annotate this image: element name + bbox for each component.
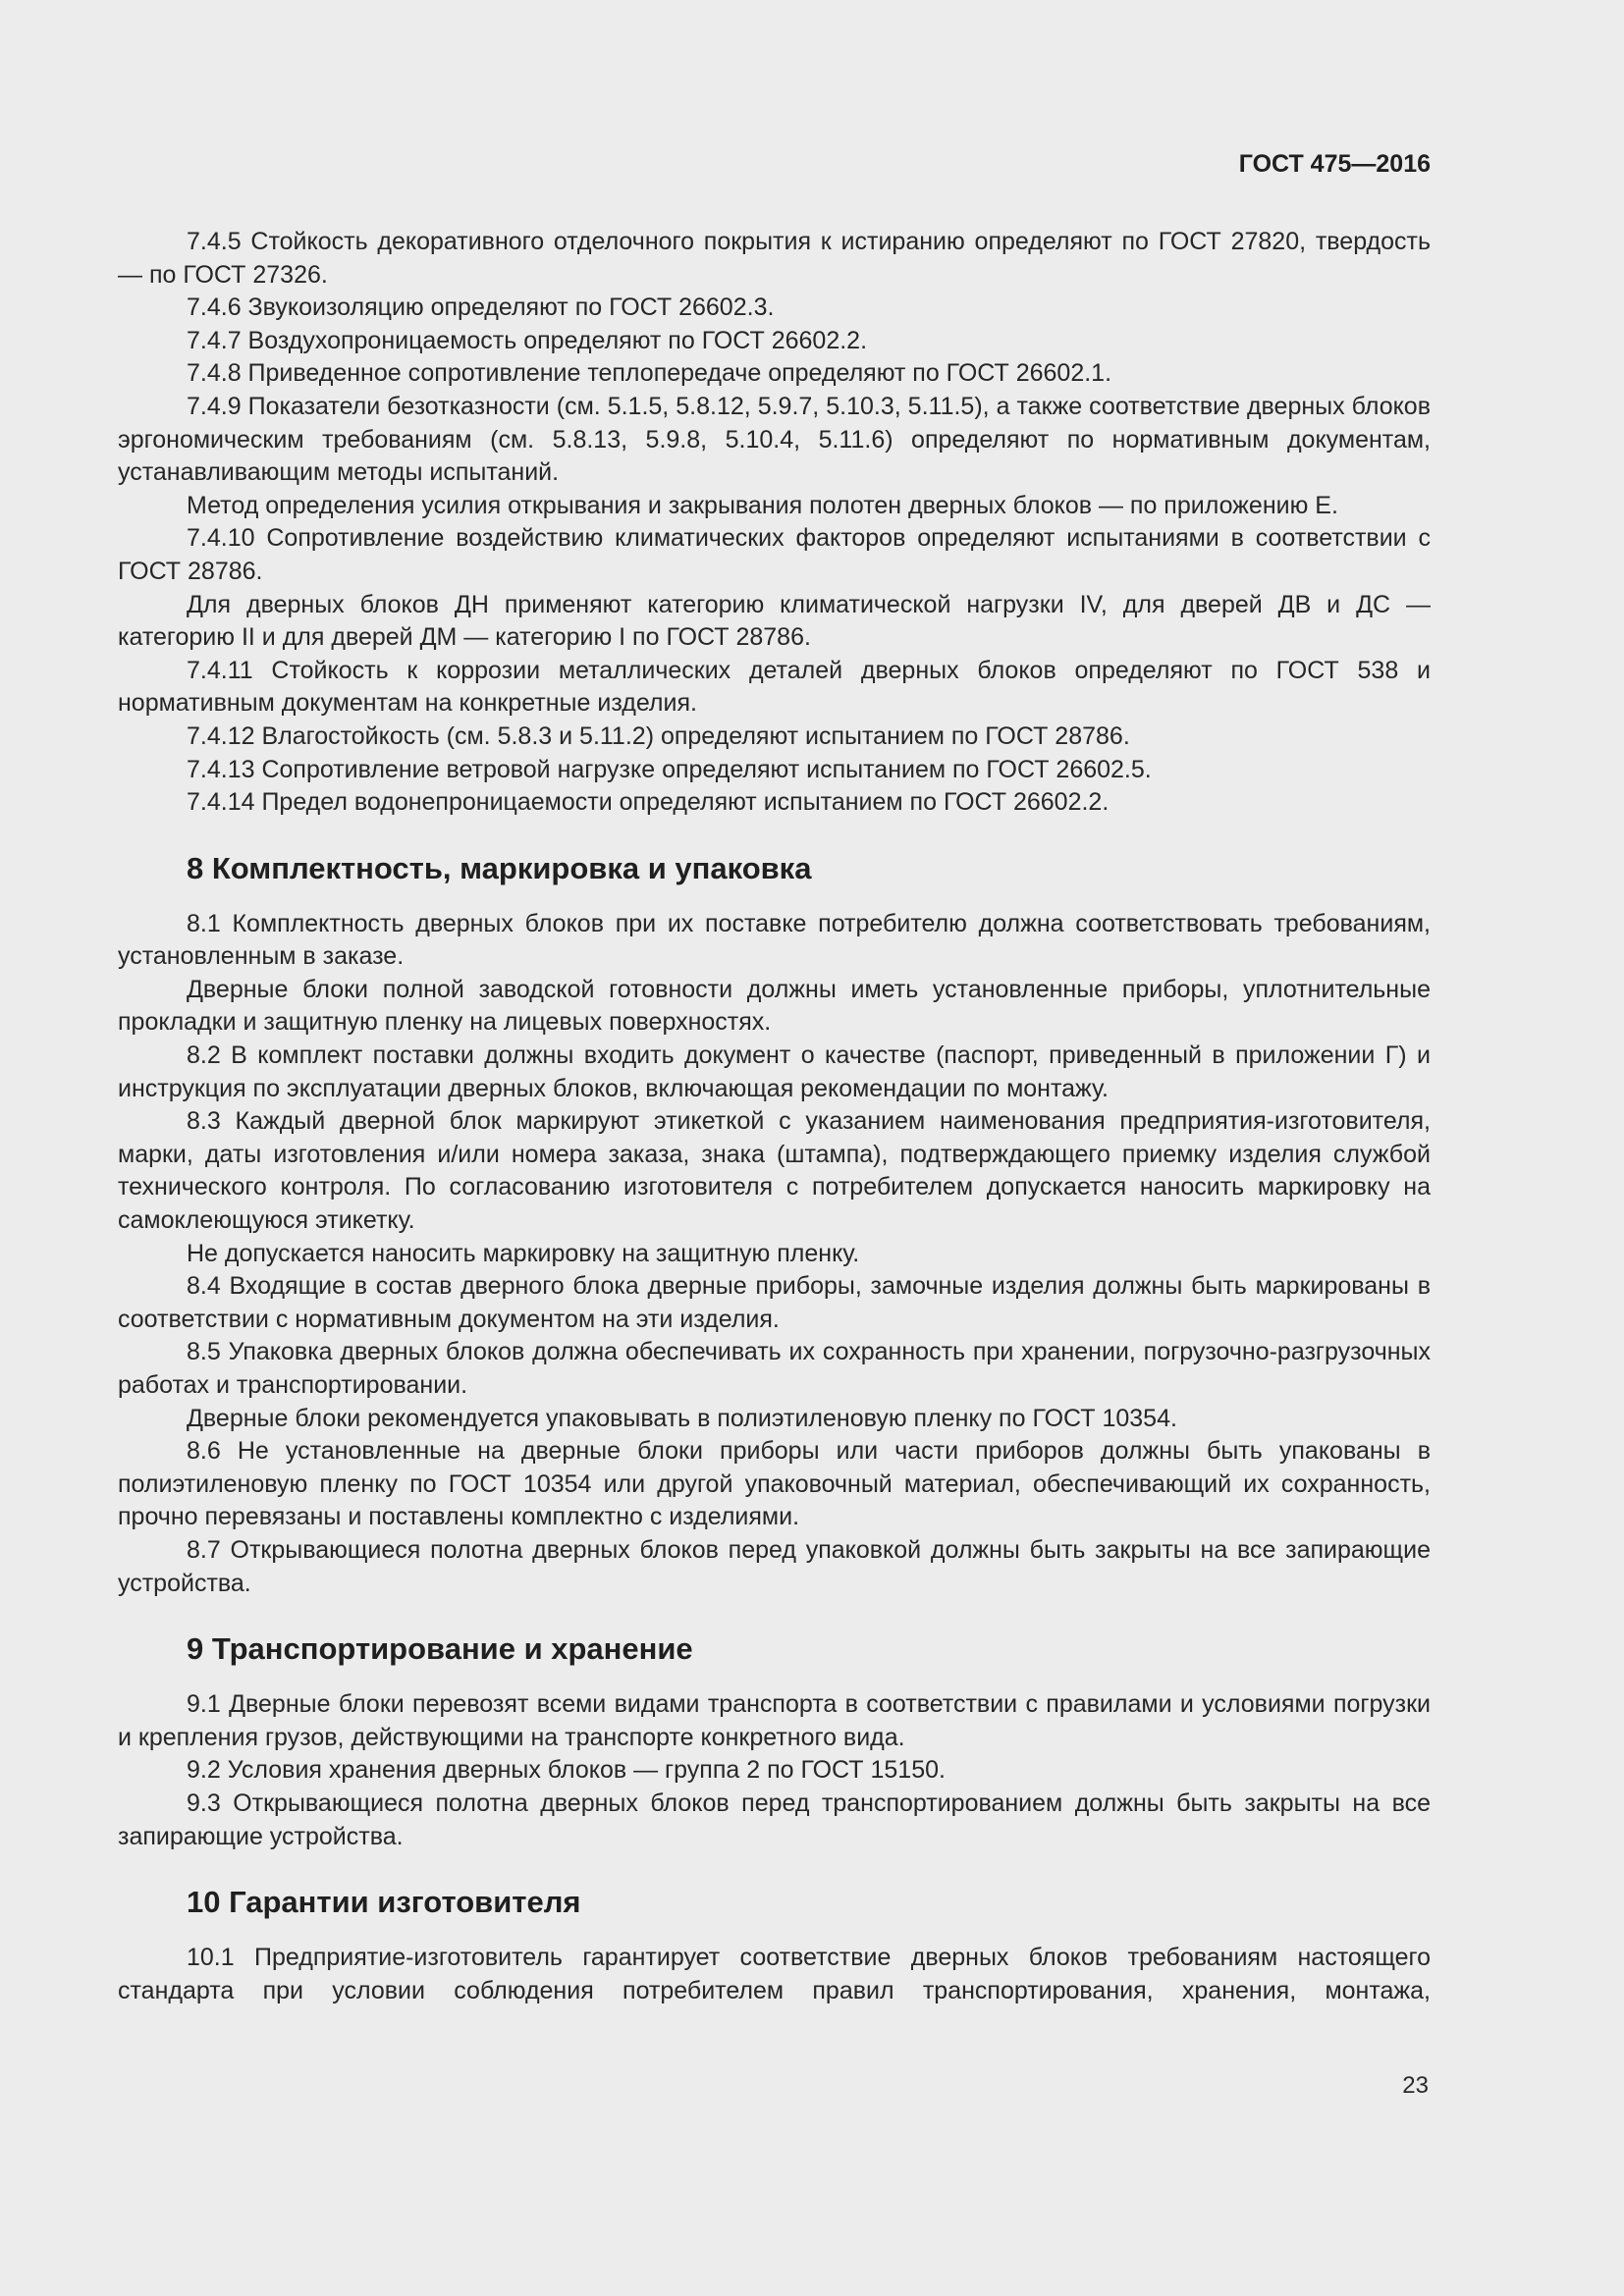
page-number: 23 bbox=[1402, 2072, 1429, 2099]
paragraph: 7.4.12 Влагостойкость (см. 5.8.3 и 5.11.2) определяют испытанием по ГОСТ 28786. bbox=[187, 721, 1130, 750]
section-heading: 9 Транспортирование и хранение bbox=[187, 1631, 693, 1667]
paragraph: 8.6 Не установленные на дверные блоки приборы или части приборов должны быть упакованы в полиэтиленовую пленку по ГОСТ 10354 или другой упаковочный материал, обеспечивающий их сохранность, прочно перевязаны и поставлены комплектно с изделиями. bbox=[118, 1437, 1431, 1531]
paragraph: 7.4.10 Сопротивление воздействию климатических факторов определяют испытаниями в соответствии с ГОСТ 28786. bbox=[118, 524, 1431, 585]
spacer bbox=[118, 1853, 1431, 1883]
document-body bbox=[118, 226, 1431, 2007]
paragraph: 7.4.6 Звукоизоляцию определяют по ГОСТ 26602.3. bbox=[187, 294, 775, 322]
paragraph: 7.4.13 Сопротивление ветровой нагрузке определяют испытанием по ГОСТ 26602.5. bbox=[187, 755, 1152, 783]
paragraph: 9.3 Открывающиеся полотна дверных блоков перед транспортированием должны быть закрыты на все запирающие устройства. bbox=[118, 1789, 1431, 1850]
paragraph: 7.4.14 Предел водонепроницаемости определяют испытанием по ГОСТ 26602.2. bbox=[187, 788, 1110, 817]
standard-header: ГОСТ 475—2016 bbox=[1238, 150, 1431, 178]
paragraph: 9.2 Условия хранения дверных блоков — группа 2 по ГОСТ 15150. bbox=[187, 1756, 946, 1785]
paragraph: 7.4.7 Воздухопроницаемость определяют по ГОСТ 26602.2. bbox=[187, 326, 868, 354]
paragraph: 8.1 Комплектность дверных блоков при их поставке потребителю должна соответствовать требованиям, установленным в заказе. bbox=[118, 909, 1431, 971]
paragraph: 8.3 Каждый дверной блок маркируют этикеткой с указанием наименования предприятия-изготовителя, марки, даты изготовления и/или номера заказа, знака (штампа), подтверждающего приемку изделия службой технического контроля. По согласованию изготовителя с потребителем допускается наносить маркировку на самоклеющуюся этикетку. bbox=[118, 1107, 1431, 1235]
paragraph: Дверные блоки рекомендуется упаковывать в полиэтиленовую пленку по ГОСТ 10354. bbox=[187, 1404, 1177, 1432]
section-heading: 8 Комплектность, маркировка и упаковка bbox=[187, 850, 812, 885]
spacer bbox=[118, 1922, 1431, 1942]
paragraph: Не допускается наносить маркировку на защитную пленку. bbox=[187, 1239, 860, 1267]
paragraph: 7.4.11 Стойкость к коррозии металлических деталей дверных блоков определяют по ГОСТ 538 и нормативным документам на конкретные изделия. bbox=[118, 656, 1431, 718]
paragraph: 8.2 В комплект поставки должны входить документ о качестве (паспорт, приведенный в приложении Г) и инструкция по эксплуатации дверных блоков, включающая рекомендации по монтажу. bbox=[118, 1041, 1431, 1102]
paragraph: 8.5 Упаковка дверных блоков должна обеспечивать их сохранность при хранении, погрузочно-разгрузочных работах и транспортировании. bbox=[118, 1338, 1431, 1399]
spacer bbox=[118, 1669, 1431, 1688]
paragraph: 9.1 Дверные блоки перевозят всеми видами транспорта в соответствии с правилами и условиями погрузки и крепления грузов, действующими на транспорте конкретного вида. bbox=[118, 1690, 1431, 1751]
paragraph: 7.4.5 Стойкость декоративного отделочного покрытия к истиранию определяют по ГОСТ 27820, твердость — по ГОСТ 27326. bbox=[118, 228, 1431, 289]
paragraph: 8.7 Открывающиеся полотна дверных блоков перед упаковкой должны быть закрыты на все запирающие устройства. bbox=[118, 1535, 1431, 1597]
paragraph: 7.4.9 Показатели безотказности (см. 5.1.5, 5.8.12, 5.9.7, 5.10.3, 5.11.5), а также соответствие дверных блоков эргономическим требованиям (см. 5.8.13, 5.9.8, 5.10.4, 5.11.6) определяют по нормативным документам, устанавливающим методы испытаний. bbox=[118, 392, 1431, 487]
spacer bbox=[118, 888, 1431, 908]
spacer bbox=[118, 820, 1431, 849]
paragraph: Дверные блоки полной заводской готовности должны иметь установленные приборы, уплотнительные прокладки и защитную пленку на лицевых поверхностях. bbox=[118, 975, 1431, 1037]
paragraph: Для дверных блоков ДН применяют категорию климатической нагрузки IV, для дверей ДВ и ДС — категорию II и для дверей ДМ — категорию I по ГОСТ 28786. bbox=[118, 590, 1431, 652]
paragraph: 10.1 Предприятие-изготовитель гарантирует соответствие дверных блоков требованиям настоящего стандарта при условии соблюдения потребителем правил транспортирования, хранения, монтажа, bbox=[118, 1944, 1431, 2004]
paragraph: 8.4 Входящие в состав дверного блока дверные приборы, замочные изделия должны быть маркированы в соответствии с нормативным документом на эти изделия. bbox=[118, 1272, 1431, 1333]
paragraph: Метод определения усилия открывания и закрывания полотен дверных блоков — по приложению Е. bbox=[187, 491, 1338, 519]
paragraph: 7.4.8 Приведенное сопротивление теплопередаче определяют по ГОСТ 26602.1. bbox=[187, 359, 1112, 388]
section-heading: 10 Гарантии изготовителя bbox=[187, 1885, 581, 1920]
spacer bbox=[118, 1600, 1431, 1629]
